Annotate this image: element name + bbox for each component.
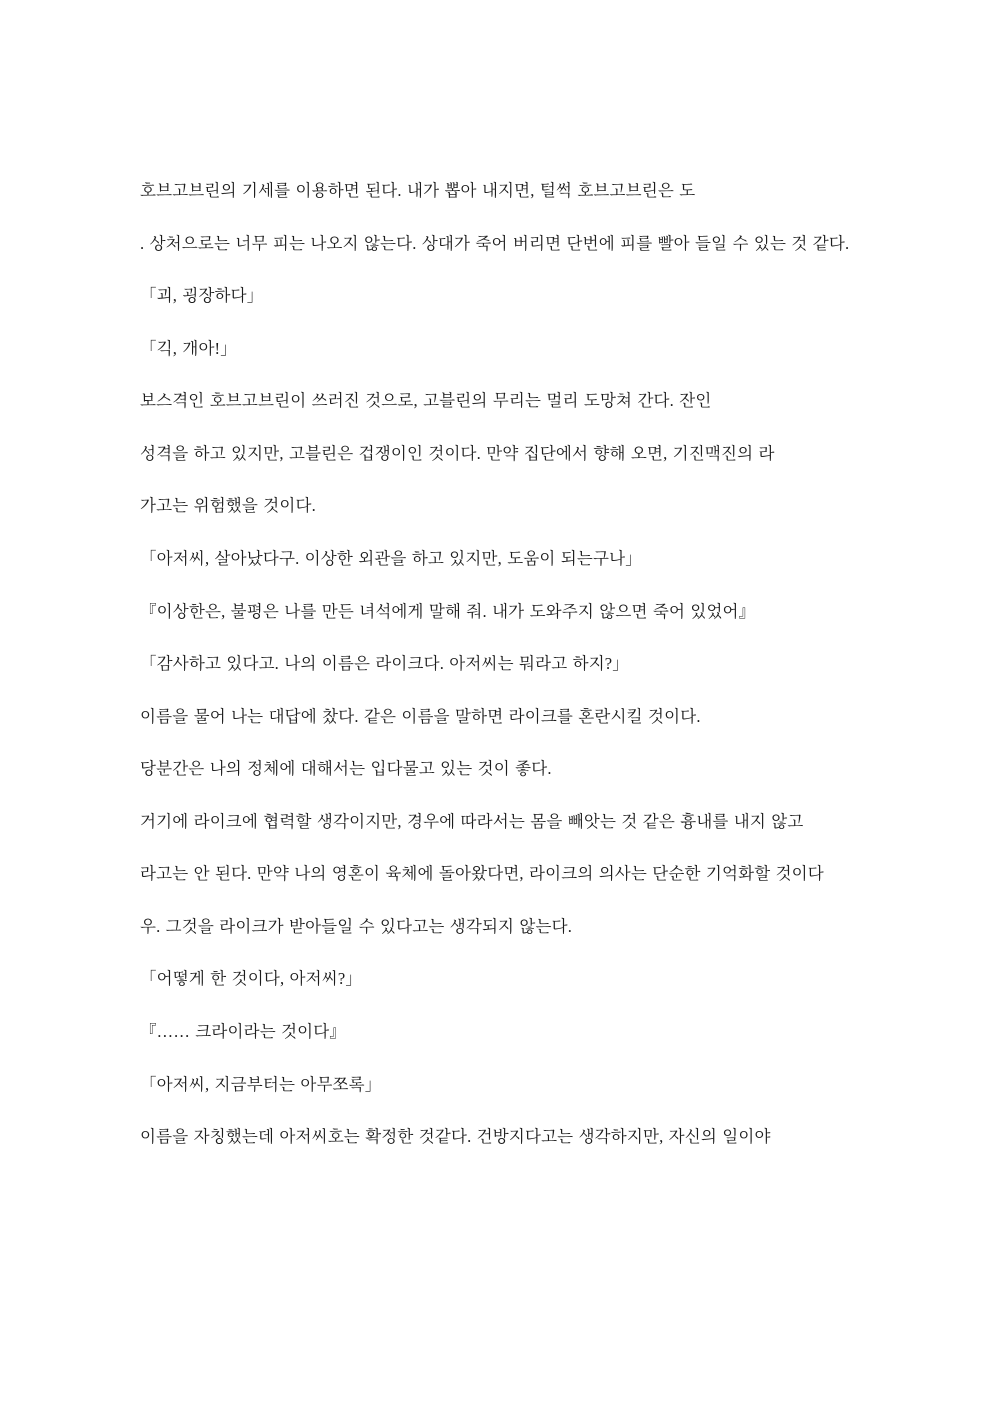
paragraph: 『이상한은, 불평은 나를 만든 녀석에게 말해 줘. 내가 도와주지 않으면 죽어 있었어』	[140, 601, 756, 621]
paragraph: . 상처으로는 너무 피는 나오지 않는다. 상대가 죽어 버리면 단번에 피를 빨아 들일 수 있는 것 같다.	[140, 233, 850, 253]
paragraph: 「아저씨, 지금부터는 아무쪼록」	[140, 1074, 382, 1094]
document-body	[140, 178, 852, 1150]
paragraph: 「괴, 굉장하다」	[140, 286, 264, 306]
paragraph: 가고는 위험했을 것이다.	[140, 496, 316, 516]
paragraph: 우. 그것을 라이크가 받아들일 수 있다고는 생각되지 않는다.	[140, 916, 573, 936]
paragraph: 『…… 크라이라는 것이다』	[140, 1022, 347, 1041]
paragraph: 이름을 자칭했는데 아저씨호는 확정한 것같다. 건방지다고는 생각하지만, 자신의 일이야	[140, 1127, 771, 1147]
paragraph: 거기에 라이크에 협력할 생각이지만, 경우에 따라서는 몸을 빼앗는 것 같은 흉내를 내지 않고	[140, 811, 804, 831]
paragraph: 라고는 안 된다. 만약 나의 영혼이 육체에 돌아왔다면, 라이크의 의사는 단순한 기억화할 것이다	[140, 864, 824, 884]
paragraph: 보스격인 호브고브린이 쓰러진 것으로, 고블린의 무리는 멀리 도망쳐 간다. 잔인	[140, 391, 712, 411]
paragraph: 「어떻게 한 것이다, 아저씨?」	[140, 969, 362, 989]
paragraph: 이름을 물어 나는 대답에 찼다. 같은 이름을 말하면 라이크를 혼란시킬 것이다.	[140, 706, 701, 726]
paragraph: 호브고브린의 기세를 이용하면 된다. 내가 뽑아 내지면, 털썩 호브고브린은 도	[140, 181, 696, 200]
paragraph: 「긱, 개아!」	[140, 338, 237, 358]
paragraph: 성격을 하고 있지만, 고블린은 겁쟁이인 것이다. 만약 집단에서 향해 오면, 기진맥진의 라	[140, 443, 775, 463]
paragraph: 당분간은 나의 정체에 대해서는 입다물고 있는 것이 좋다.	[140, 759, 552, 779]
paragraph: 「아저씨, 살아났다구. 이상한 외관을 하고 있지만, 도움이 되는구나」	[140, 548, 642, 568]
paragraph: 「감사하고 있다고. 나의 이름은 라이크다. 아저씨는 뭐라고 하지?」	[140, 654, 629, 674]
